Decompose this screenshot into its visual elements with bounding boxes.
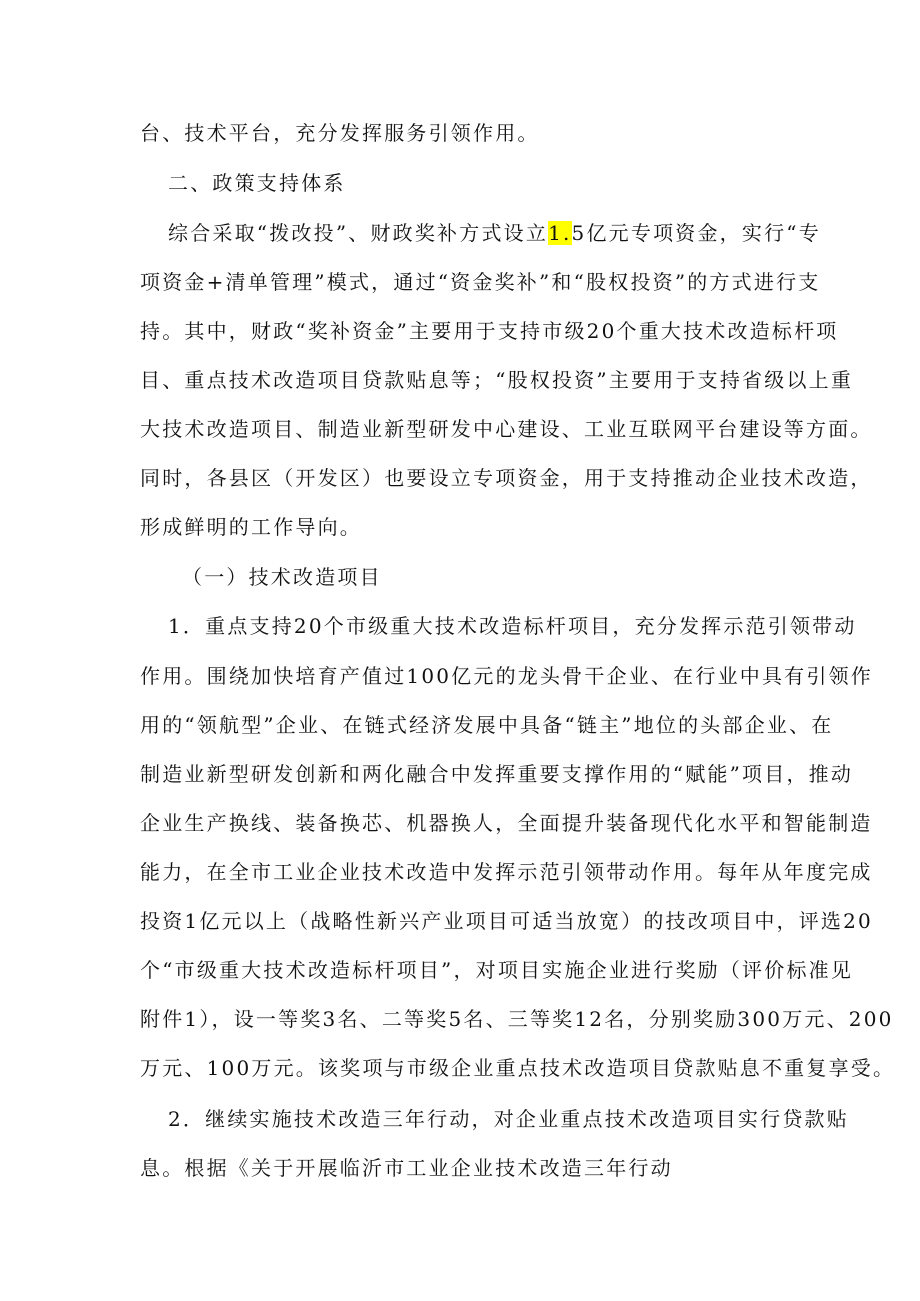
highlighted-text: 1. <box>548 221 572 245</box>
paragraph-line: 制造业新型研发创新和两化融合中发挥重要支撑作用的“赋能”项目，推动 <box>140 762 854 786</box>
paragraph-line: 投资1亿元以上（战略性新兴产业项目可适当放宽）的技改项目中，评选20 <box>140 909 873 933</box>
section-heading: 二、政策支持体系 <box>168 171 346 195</box>
paragraph-line: 作用。围绕加快培育产值过100亿元的龙头骨干企业、在行业中具有引领作 <box>140 664 873 688</box>
paragraph-line: 大技术改造项目、制造业新型研发中心建设、工业互联网平台建设等方面。 <box>140 417 873 441</box>
paragraph-line: 用的“领航型”企业、在链式经济发展中具备“链主”地位的头部企业、在 <box>140 713 834 737</box>
paragraph-line: 2．继续实施技术改造三年行动，对企业重点技术改造项目实行贷款贴 <box>168 1107 849 1131</box>
paragraph-text: 5亿元专项资金，实行“专 <box>571 221 821 245</box>
paragraph-text: 综合采取“拨改投”、财政奖补方式设立 <box>168 221 549 245</box>
paragraph-line: 形成鲜明的工作导向。 <box>140 515 362 539</box>
paragraph-line: 附件1），设一等奖3名、二等奖5名、三等奖12名，分别奖励300万元、200 <box>140 1007 894 1031</box>
subsection-heading: （一）技术改造项目 <box>182 565 382 589</box>
paragraph-line: 项资金+清单管理”模式，通过“资金奖补”和“股权投资”的方式进行支 <box>140 270 821 294</box>
paragraph-line <box>168 220 828 246</box>
paragraph-line: 持。其中，财政“奖补资金”主要用于支持市级20个重大技术改造标杆项 <box>140 319 839 343</box>
paragraph-line: 息。根据《关于开展临沂市工业企业技术改造三年行动 <box>140 1156 673 1180</box>
paragraph-line: 万元、100万元。该奖项与市级企业重点技术改造项目贷款贴息不重复享受。 <box>140 1056 896 1080</box>
paragraph-line: 企业生产换线、装备换芯、机器换人，全面提升装备现代化水平和智能制造 <box>140 811 873 835</box>
paragraph-line: 个“市级重大技术改造标杆项目”，对项目实施企业进行奖励（评价标准见 <box>140 958 854 982</box>
paragraph-line: 同时，各县区（开发区）也要设立专项资金，用于支持推动企业技术改造， <box>140 466 873 490</box>
paragraph-line: 目、重点技术改造项目贷款贴息等；“股权投资”主要用于支持省级以上重 <box>140 368 854 392</box>
paragraph-line: 1．重点支持20个市级重大技术改造标杆项目，充分发挥示范引领带动 <box>168 614 857 638</box>
paragraph-line: 台、技术平台，充分发挥服务引领作用。 <box>140 121 540 145</box>
paragraph-line: 能力，在全市工业企业技术改造中发挥示范引领带动作用。每年从年度完成 <box>140 860 873 884</box>
